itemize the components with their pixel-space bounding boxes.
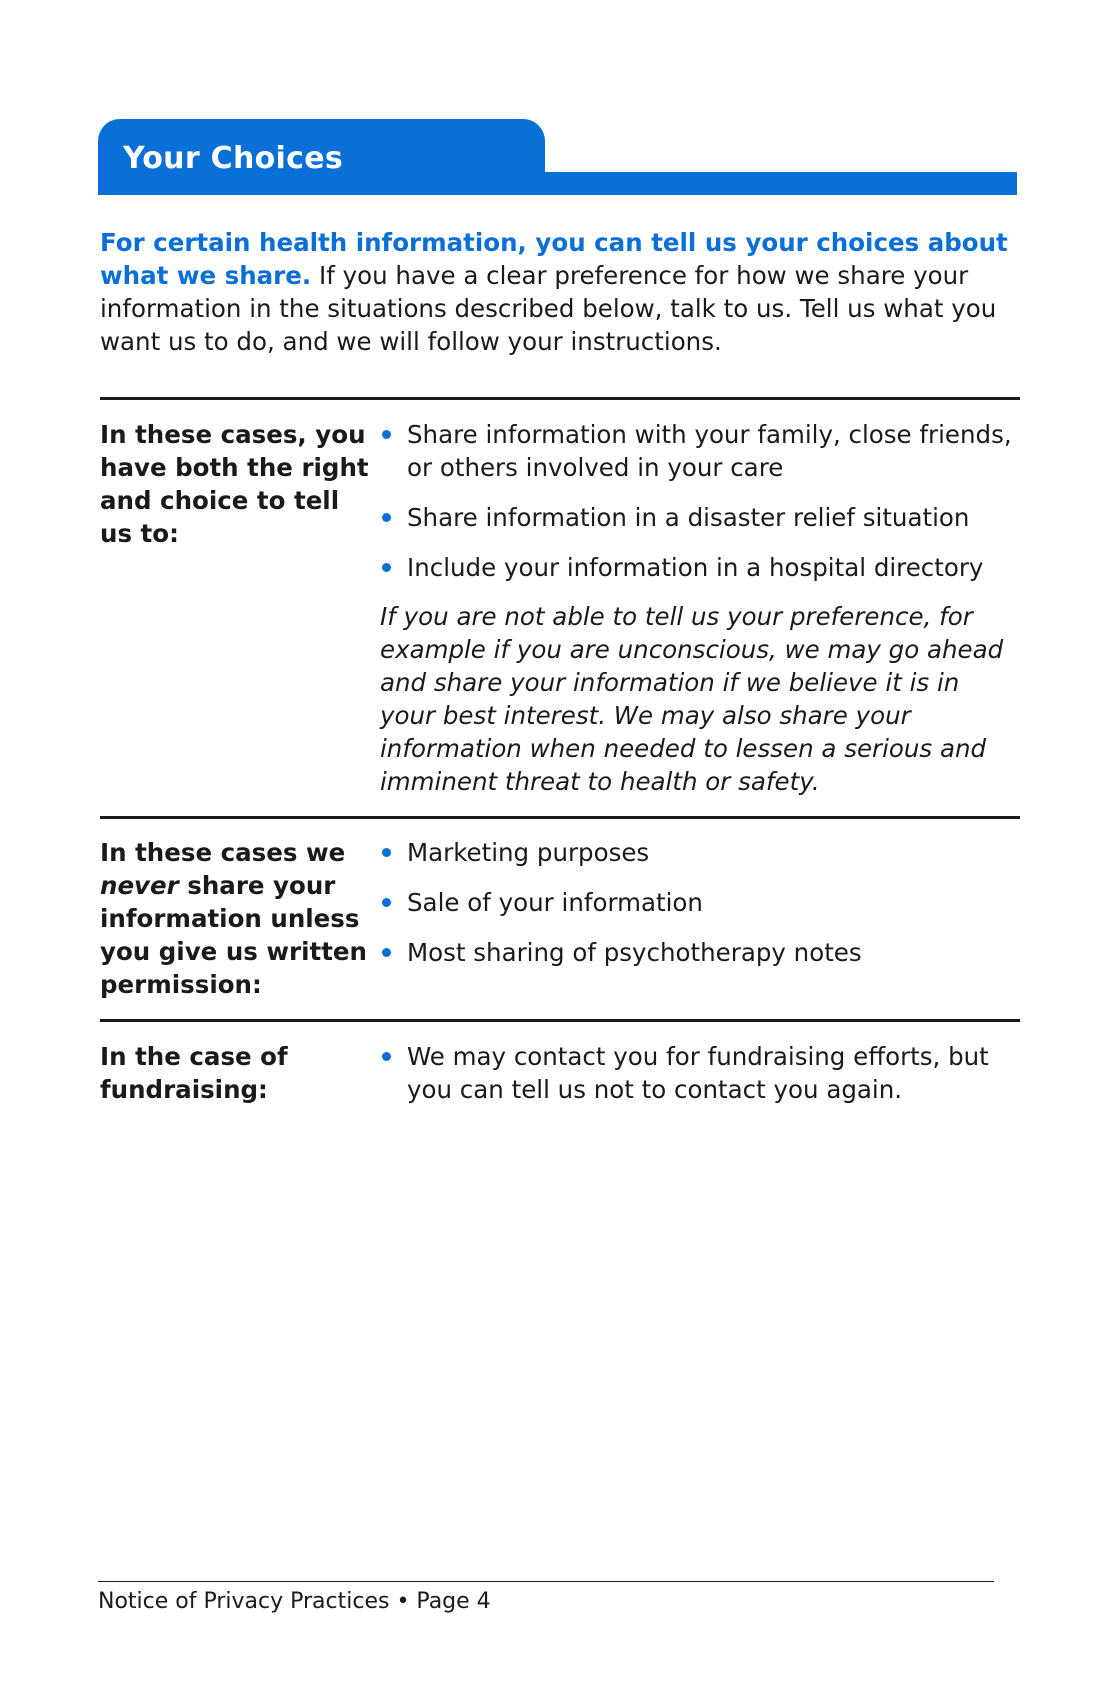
divider (100, 1019, 1020, 1022)
footer-divider (98, 1581, 994, 1582)
list-item: Share information in a disaster relief situation (380, 501, 1030, 534)
page-footer: Notice of Privacy Practices • Page 4 (98, 1589, 491, 1614)
list-item: Include your information in a hospital directory (380, 551, 1030, 584)
list-item: Most sharing of psychotherapy notes (380, 936, 1030, 969)
intro-lead: For certain health information, you can tell us your choices about what we share. (100, 228, 1008, 290)
section-title: Your Choices (123, 141, 344, 176)
list-item: Share information with your family, close friends, or others involved in your care (380, 418, 1030, 484)
row-label-fundraising: In the case of fundraising: (100, 1042, 288, 1104)
row-label-permission (100, 836, 370, 1001)
choice-note: If you are not able to tell us your preference, for example if you are unconscious, we may go ahead and share your information if we believe it is in your best interest. We may also share your information when needed to lessen a serious and imminent threat to health or safety. (380, 602, 1004, 796)
permission-list (380, 836, 1030, 986)
intro-paragraph (100, 226, 1030, 358)
fundraising-list (380, 1040, 1030, 1123)
row-label-part: share your information unless you give us written permission: (100, 871, 367, 999)
row-label-emphasis: never (100, 871, 179, 900)
list-item: We may contact you for fundraising efforts, but you can tell us not to contact you again. (380, 1040, 1030, 1106)
choice-list (380, 418, 1030, 601)
divider (100, 816, 1020, 819)
row-label-part: In these cases we (100, 838, 346, 867)
list-item: Sale of your information (380, 886, 1030, 919)
intro-body: If you have a clear preference for how we share your information in the situations described below, talk to us. Tell us what you want us to do, and we will follow your instructions. (100, 261, 997, 356)
row-label-choice: In these cases, you have both the right and choice to tell us to: (100, 420, 369, 548)
list-item: Marketing purposes (380, 836, 1030, 869)
divider (100, 397, 1020, 400)
